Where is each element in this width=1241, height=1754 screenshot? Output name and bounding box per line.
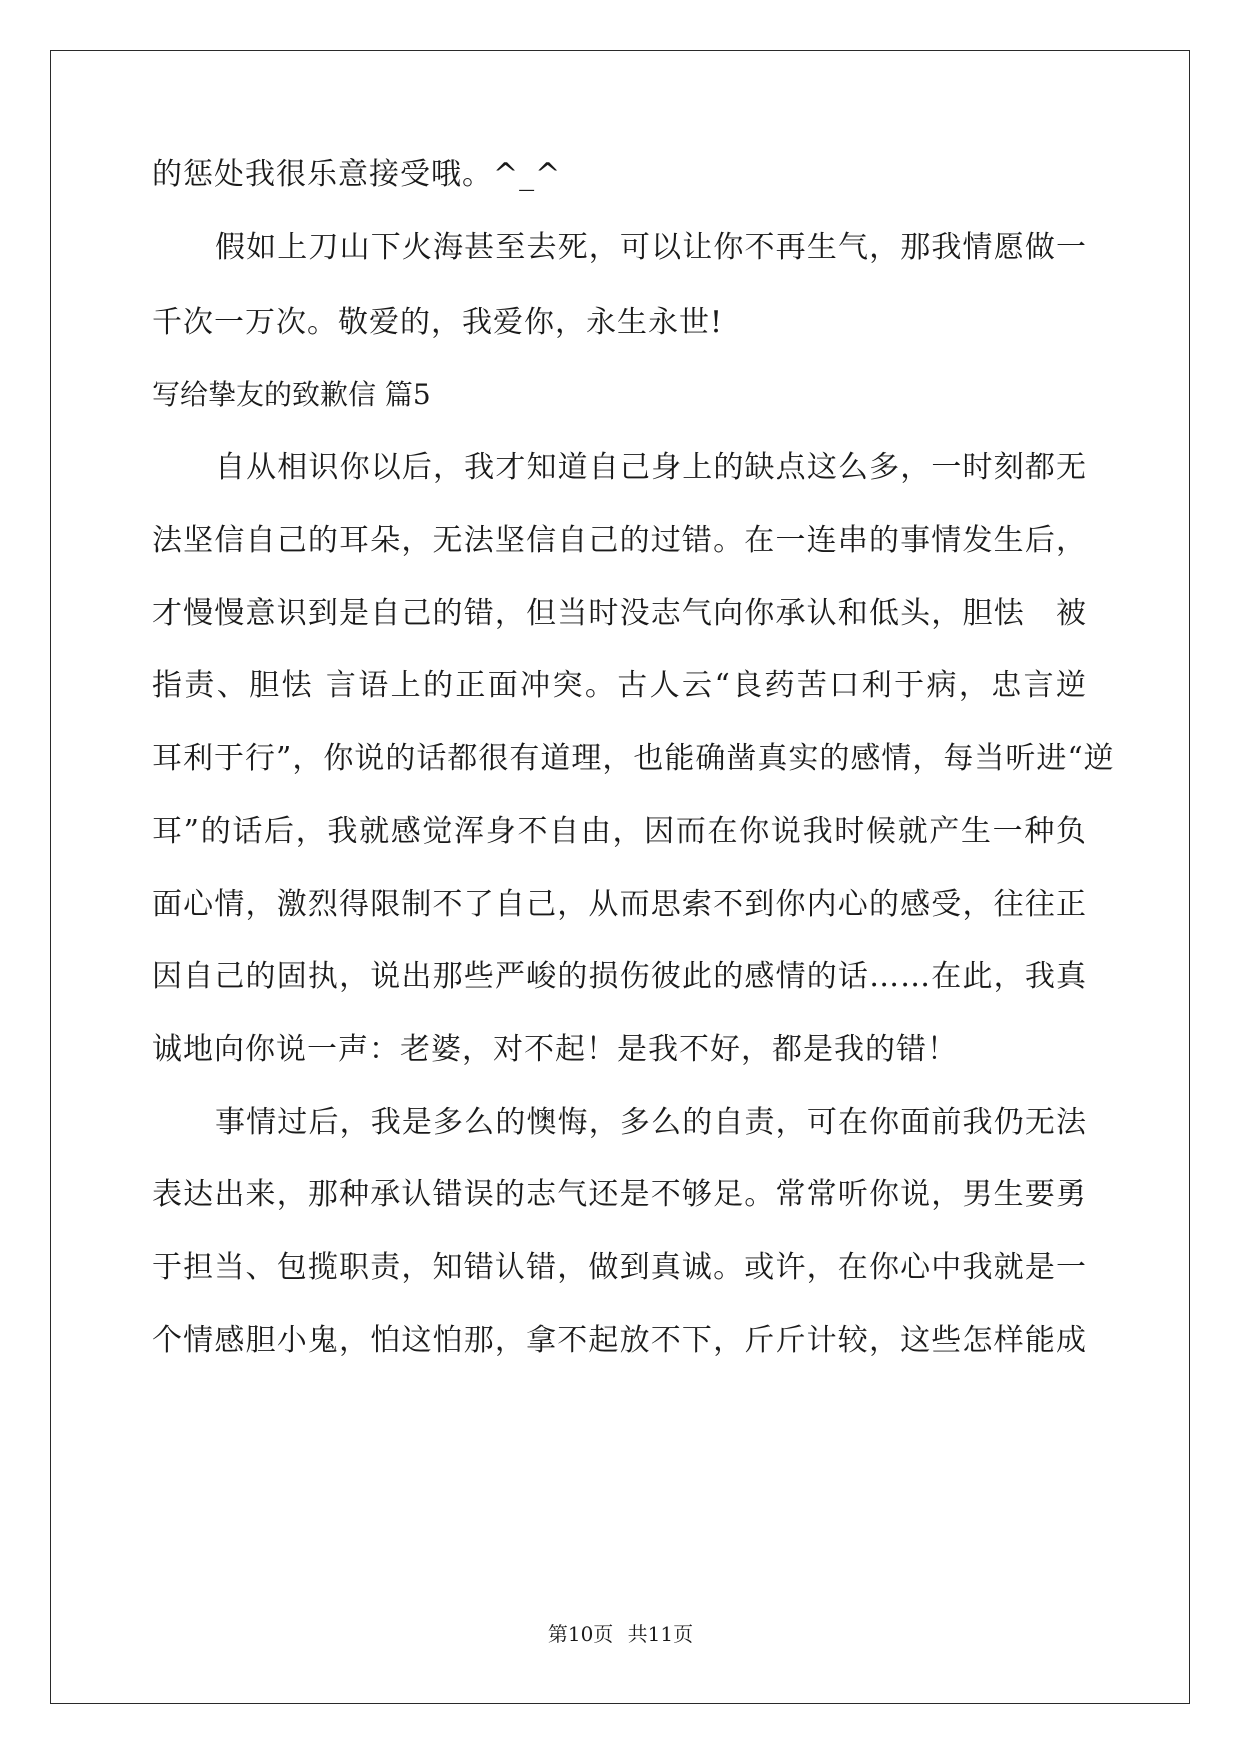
paragraph-line: 事情过后，我是多么的懊悔，多么的自责，可在你面前我仍无法 [215,1105,1087,1140]
paragraph-line: 于担当、包揽职责，知错认错，做到真诚。或许，在你心中我就是一 [152,1250,1087,1285]
page-border [50,50,1190,1704]
paragraph-line: 个情感胆小鬼，怕这怕那，拿不起放不下，斤斤计较，这些怎样能成 [152,1323,1087,1358]
paragraph-line: 千次一万次。敬爱的，我爱你，永生永世! [152,305,724,340]
paragraph-line: 才慢慢意识到是自己的错，但当时没志气向你承认和低头，胆怯 被 [152,596,1087,631]
current-page-number: 第10页 [547,1622,614,1646]
paragraph-line: 耳”的话后，我就感觉浑身不自由，因而在你说我时候就产生一种负 [152,814,1087,849]
paragraph-line: 表达出来，那种承认错误的志气还是不够足。常常听你说，男生要勇 [152,1177,1087,1212]
paragraph-line: 面心情，激烈得限制不了自己，从而思索不到你内心的感受，往往正 [152,887,1087,922]
paragraph-line: 自从相识你以后，我才知道自己身上的缺点这么多，一时刻都无 [215,450,1087,485]
paragraph-line: 的惩处我很乐意接受哦。^_^ [152,157,562,192]
paragraph-line: 假如上刀山下火海甚至去死，可以让你不再生气，那我情愿做一 [215,230,1087,265]
section-heading: 写给挚友的致歉信 篇5 [152,378,431,411]
total-pages: 共11页 [627,1622,694,1646]
paragraph-line: 因自己的固执，说出那些严峻的损伤彼此的感情的话……在此，我真 [152,959,1087,994]
page-footer [0,1622,1241,1646]
paragraph-line: 诚地向你说一声：老婆，对不起！是我不好，都是我的错！ [152,1032,958,1067]
paragraph-line: 指责、胆怯 言语上的正面冲突。古人云“良药苦口利于病，忠言逆 [152,668,1087,703]
paragraph-line: 耳利于行”，你说的话都很有道理，也能确凿真实的感情，每当听进“逆 [152,741,1115,776]
paragraph-line: 法坚信自己的耳朵，无法坚信自己的过错。在一连串的事情发生后， [152,523,1087,558]
